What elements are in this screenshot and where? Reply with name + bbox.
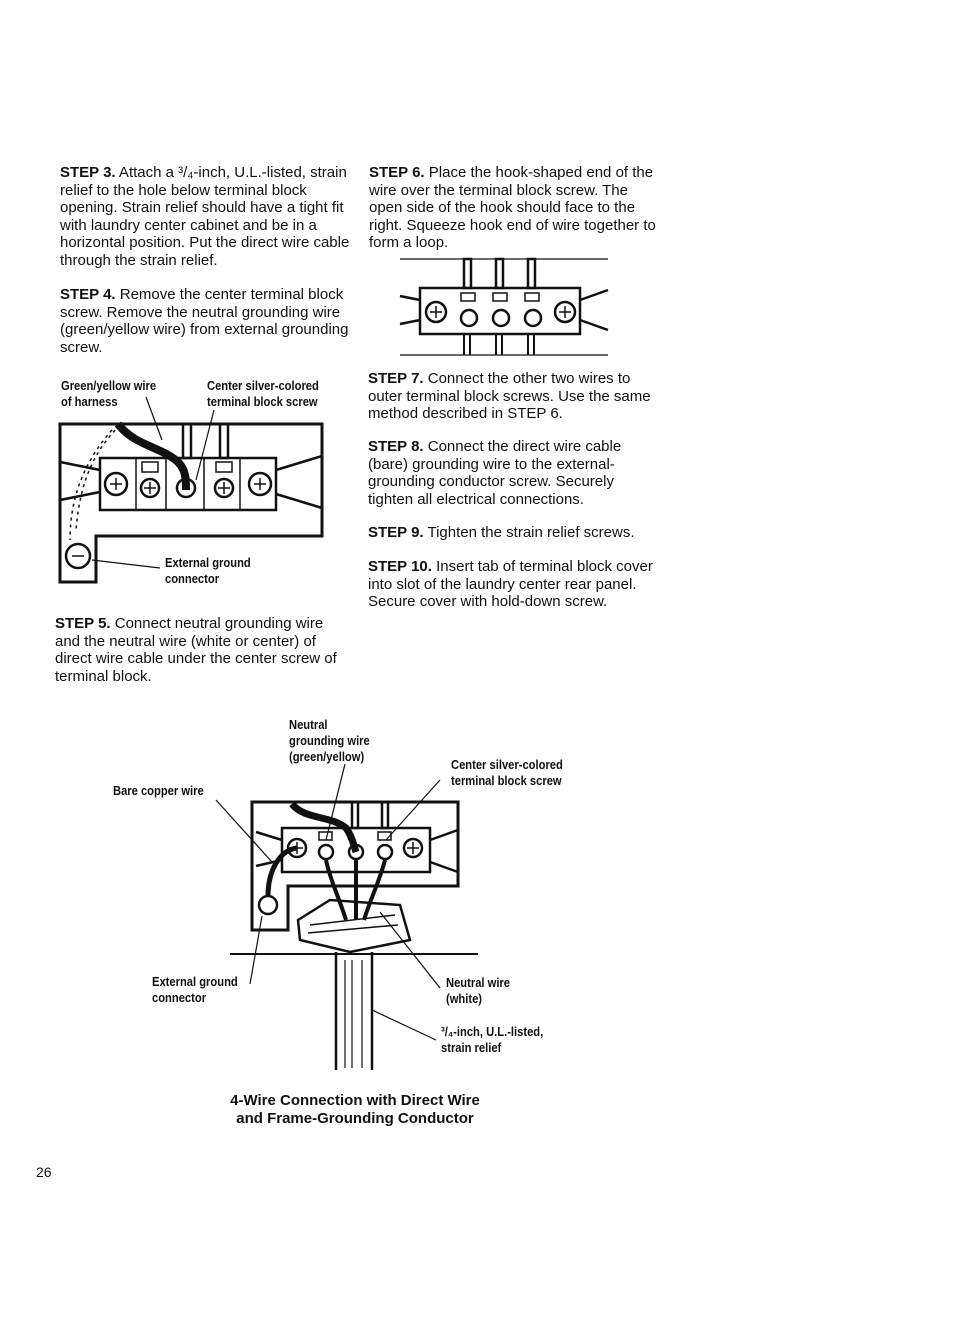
step-6-number: STEP 6. xyxy=(369,164,425,181)
fig3-label-neutral-ground-2: grounding wire xyxy=(289,733,370,748)
step-9-number: STEP 9. xyxy=(368,524,424,541)
fig1-label-green-yellow-1: Green/yellow wire xyxy=(61,378,157,393)
fig3-label-ground-2: connector xyxy=(152,990,207,1005)
fig3-label-neutral-ground-1: Neutral xyxy=(289,717,328,732)
step-5-text: Connect neutral grounding wire and the neutral wire (white or center) of direct wire cable under the center screw of terminal block. xyxy=(55,615,337,685)
step-9-text: Tighten the strain relief screws. xyxy=(423,524,635,541)
figure-caption-line-2: and Frame-Grounding Conductor xyxy=(236,1110,474,1127)
fig3-label-neutral-ground-3: (green/yellow) xyxy=(289,749,365,764)
step-3-number: STEP 3. xyxy=(60,164,116,181)
step-3-text: Attach a ³/₄-inch, U.L.-listed, strain relief to the hole below terminal block opening. Strain relief should have a tight fit with laundry center cabinet and be in a horizontal position. Put the direct wire cable through the strain relief. xyxy=(60,164,350,269)
fig3-label-strain-2: strain relief xyxy=(441,1040,502,1055)
fig3-label-strain-1: ³/₄-inch, U.L.-listed, xyxy=(441,1024,544,1039)
fig3-label-center-1: Center silver-colored xyxy=(451,757,563,772)
step-4-number: STEP 4. xyxy=(60,286,116,303)
figure-caption-line-1: 4-Wire Connection with Direct Wire xyxy=(230,1092,480,1109)
step-8-text: Connect the direct wire cable (bare) grounding wire to the external-grounding conductor screw. Securely tighten all electrical connections. xyxy=(368,438,622,508)
step-10-text: Insert tab of terminal block cover into slot of the laundry center rear panel. Secure cover with hold-down screw. xyxy=(368,558,653,611)
step-6-text: Place the hook-shaped end of the wire over the terminal block screw. The open side of the hook should face to the right. Squeeze hook end of wire together to form a loop. xyxy=(369,164,656,252)
fig3-label-bare-copper: Bare copper wire xyxy=(113,783,204,798)
fig3-label-neutral-wire-2: (white) xyxy=(446,991,483,1006)
fig3-label-neutral-wire-1: Neutral wire xyxy=(446,975,511,990)
step-7-text: Connect the other two wires to outer terminal block screws. Use the same method described in STEP 6. xyxy=(368,370,651,423)
fig1-label-green-yellow-2: of harness xyxy=(61,394,118,409)
step-4-text: Remove the center terminal block screw. Remove the neutral grounding wire (green/yellow wire) from external grounding screw. xyxy=(60,286,349,356)
step-7-number: STEP 7. xyxy=(368,370,424,387)
fig1-label-center-1: Center silver-colored xyxy=(207,378,319,393)
step-5-number: STEP 5. xyxy=(55,615,111,632)
fig1-label-center-2: terminal block screw xyxy=(207,394,318,409)
fig1-label-ground-1: External ground xyxy=(165,555,251,570)
fig1-label-ground-2: connector xyxy=(165,571,220,586)
fig3-label-center-2: terminal block screw xyxy=(451,773,562,788)
step-10-number: STEP 10. xyxy=(368,558,432,575)
fig3-label-ground-1: External ground xyxy=(152,974,238,989)
step-8-number: STEP 8. xyxy=(368,438,424,455)
page-number: 26 xyxy=(36,1164,52,1180)
